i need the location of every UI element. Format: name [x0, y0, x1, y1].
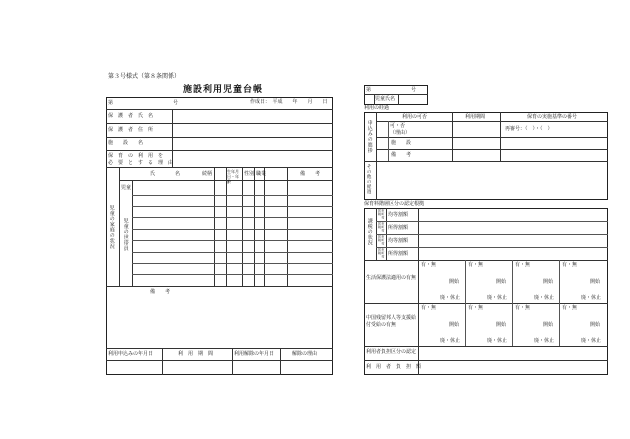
tax-item-4-value: 所得割額 [388, 251, 409, 257]
yes-no-label: 可・否 [390, 123, 406, 129]
tax-item-2-value: 所得割額 [388, 225, 409, 231]
fee-section-label: 課税の状況 [366, 218, 373, 246]
guardian-name-label: 保 護 者 氏 名 [108, 113, 154, 119]
china-end-4: 廃・休止 [581, 338, 602, 344]
tax-item-2-label: 市町村民税 [377, 222, 385, 233]
welfare-start-2: 開始 [496, 279, 507, 285]
footer-apply: 利用申込みの年月日 [108, 351, 154, 357]
care-reason-label: 保 育 の 利 用 を 必 要 と す る 理 由 [108, 153, 174, 166]
welfare-end-2: 廃・休止 [487, 295, 508, 301]
number-field: 第 号 [108, 100, 179, 106]
page-title: 施設利用児童台帳 [183, 85, 264, 95]
welfare-yes-none-1: 有・無 [421, 262, 437, 268]
family-section-label: 児童の家庭の状況 [108, 205, 115, 249]
footer-period: 利 用 期 間 [178, 351, 214, 357]
china-end-3: 廃・休止 [534, 338, 555, 344]
guardian-address-label: 保 護 者 住 所 [108, 127, 154, 133]
footer-reason: 解除の理由 [292, 351, 318, 357]
tax-item-1-value: 均等割額 [388, 212, 409, 218]
child-row-label: 児童 [121, 185, 132, 191]
created-date: 作成日： 平成 年 月 日 [250, 99, 328, 105]
burden-class-label: 利用者負担区分の認定 [366, 349, 417, 355]
tax-item-3-value: 均等割額 [388, 238, 409, 244]
progress-title: 利用の経過 [364, 105, 390, 111]
welfare-yes-none-3: 有・無 [515, 262, 531, 268]
col-relation: 続柄 [202, 171, 213, 177]
col-occupation: 職業 [256, 171, 267, 177]
footer-cancel: 利用解除の年月日 [234, 351, 275, 357]
china-yes-none-2: 有・無 [468, 305, 484, 311]
col-name: 氏 名 [150, 171, 181, 177]
china-label: 中国残留邦人等支援給付受給の有無 [366, 315, 417, 328]
facility-label: 施 設 [391, 140, 412, 146]
left-form-frame [106, 97, 333, 375]
household-label: 児童の世帯員 [122, 218, 129, 251]
col-birth: 生年月日・年齢 [227, 169, 239, 184]
china-yes-none-3: 有・無 [515, 305, 531, 311]
welfare-label: 生活保護法適用の有無 [366, 275, 417, 281]
welfare-yes-none-4: 有・無 [562, 262, 578, 268]
tax-item-1-label: 市町村民税 [377, 209, 385, 220]
welfare-end-1: 廃・休止 [440, 295, 461, 301]
welfare-end-4: 廃・休止 [581, 295, 602, 301]
remarks-label: 備 考 [150, 289, 171, 295]
welfare-start-4: 開始 [590, 279, 601, 285]
standard-value: 再審号：（ ）・（ ） [505, 126, 553, 132]
form-number: 第３号様式（第８条関係） [108, 73, 181, 80]
china-start-1: 開始 [449, 322, 460, 328]
child-name-label: 児童氏名 [375, 96, 396, 102]
tax-item-3-label: 市町村民税 [377, 235, 385, 246]
other-progress-label: その他の経過 [366, 164, 372, 194]
burden-amount-label: 利 用 者 負 担 額 [366, 364, 422, 370]
notes-label: 備 考 [391, 152, 412, 158]
welfare-start-3: 開始 [543, 279, 554, 285]
reason-label: （理由） [390, 130, 411, 136]
col-period: 利用期間 [465, 114, 486, 120]
china-end-2: 廃・休止 [487, 338, 508, 344]
tax-item-4-label: 市町村民税 [377, 248, 385, 259]
right-number-field: 第 号 [366, 87, 417, 93]
china-start-4: 開始 [590, 322, 601, 328]
welfare-yes-none-2: 有・無 [468, 262, 484, 268]
fee-title: 保育料階層区分の認定根拠 [364, 201, 425, 207]
col-notes: 備 考 [300, 171, 321, 177]
progress-vertical-label: 申込みの進捗 [366, 120, 373, 153]
china-start-2: 開始 [496, 322, 507, 328]
china-start-3: 開始 [543, 322, 554, 328]
facility-name-label: 施 設 名 [108, 140, 144, 146]
china-yes-none-4: 有・無 [562, 305, 578, 311]
welfare-end-3: 廃・休止 [534, 295, 555, 301]
china-yes-none-1: 有・無 [421, 305, 437, 311]
col-sex: 性別 [244, 171, 255, 177]
welfare-start-1: 開始 [449, 279, 460, 285]
col-standard: 保育の実施基準の番号 [527, 114, 578, 120]
china-end-1: 廃・休止 [440, 338, 461, 344]
col-decision: 利用の可否 [402, 114, 428, 120]
